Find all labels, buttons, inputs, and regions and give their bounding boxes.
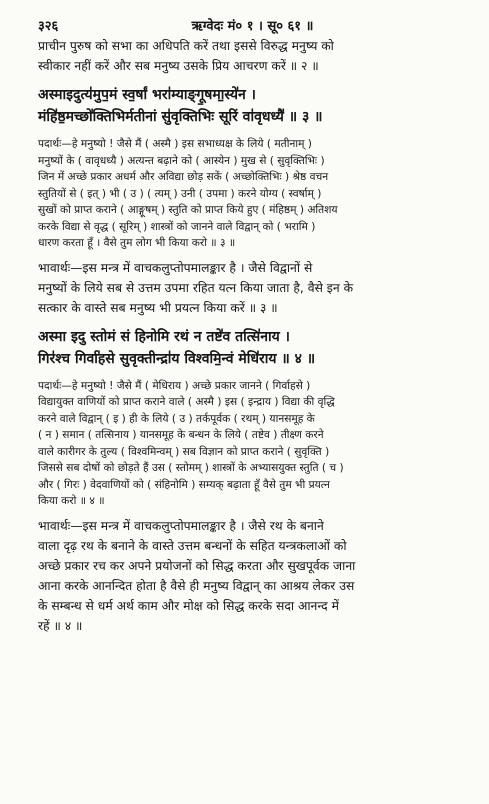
text-line: अच्छे प्रकार रच कर अपने प्रयोजनों को सिद्ध करता और सुखपूर्वक जाना bbox=[38, 558, 356, 573]
mantra-line: अस्मा इदु स्तोमं सं हिनोमि रथं न तष्टे॑व तत्सि॑नाय । bbox=[38, 328, 290, 345]
text-line: वाला दृढ़ रथ के बनाने के वास्ते उत्तम बन्धनों के सहित यन्त्रकलाओं को bbox=[38, 538, 347, 553]
mantra-line: अस्माइदुत्य॑मुप॒मं स्व॒र्षां भरा॑म्याङ्गू॒षमा॒स्ये॑न । bbox=[38, 87, 256, 103]
text-line: पदार्थः—हे मनुष्यो ! जैसे मैं ( अस्मै ) इस सभाध्यक्ष के लिये ( मतीनाम् ) bbox=[38, 138, 312, 150]
text-line: और ( गिरः ) वेदवाणियों को ( संहिनोमि ) सम्यक् बढ़ाता हूँ वैसे तुम भी प्रयत्न bbox=[38, 478, 330, 491]
text-line: भावार्थः—इस मन्त्र में वाचकलुप्तोपमालङ्कार है । जैसे विद्वानों से bbox=[38, 260, 313, 275]
text-line: ( न ) समान ( तत्सिनाय ) यानसमूह के बन्धन के लिये ( तष्टेव ) तीक्ष्ण करने bbox=[38, 429, 324, 441]
text-line: जिन में अच्छे प्रकार अधर्म और अविद्या छोड़ सकें ( अच्छोक्तिभिः ) श्रेष्ठ वचन bbox=[38, 171, 329, 183]
text-line: सुखों को प्राप्त कराने ( आङ्गूषम् ) स्तुति को प्राप्त किये हुए ( मंहिष्ठम् ) अतिशय bbox=[38, 204, 338, 216]
page-number: ३२६ bbox=[38, 19, 59, 34]
text-line: स्तुतियों से ( इत् ) भी ( उ ) ( त्यम् ) उनी ( उपमा ) करने योग्य ( स्वर्षाम् ) bbox=[38, 187, 322, 200]
continuation-paragraph bbox=[38, 36, 467, 76]
mantra-4 bbox=[38, 326, 467, 370]
mantra-line: गिर॑श्च गिर्वा॑हसे सुवृक्तीन्द्रा॑य विश्वमि॒न्वं मेधि॑राय ॥ ४ ॥ bbox=[38, 350, 316, 367]
text-line: विद्यायुक्त वाणियों को प्राप्त कराने वाले ( अस्मै ) इस ( इन्द्राय ) विद्या की वृद्धि bbox=[38, 396, 335, 408]
text-line: किया करो ॥ ४ ॥ bbox=[38, 495, 105, 507]
bhavartha-3 bbox=[38, 258, 467, 318]
text-line: जिससे सब दोषों को छोड़ते हैं उस ( स्तोमम् ) शास्त्रों के अभ्यासयुक्त स्तुति ( च ) bbox=[38, 462, 344, 474]
text-line: सत्कार के वास्ते सब मनुष्य भी प्रयत्न किया करें ॥ ३ ॥ bbox=[38, 300, 278, 315]
text-line: आना करके आनन्दित होता है वैसे ही मनुष्य विद्वान् का आश्रय लेकर उस bbox=[38, 578, 355, 593]
text-line: भावार्थः—इस मन्त्र में वाचकलुप्तोपमालङ्कार है । जैसे रथ के बनाने bbox=[38, 518, 324, 533]
text-line: पदार्थः—हे मनुष्यो ! जैसे मैं ( मेधिराय ) अच्छे प्रकार जानने ( गिर्वाहसे ) bbox=[38, 379, 311, 392]
text-line: के सम्बन्ध से धर्म अर्थ काम और मोक्ष को सिद्ध करके सदा आनन्द में bbox=[38, 598, 339, 613]
mantra-3 bbox=[38, 84, 467, 128]
padartha-4 bbox=[38, 378, 467, 510]
text-line: करने वाले विद्वान् ( इ ) ही के लिये ( उ ) तर्कपूर्वक ( रथम् ) यानसमूह के bbox=[38, 412, 315, 425]
text-line: धारण करता हूँ । वैसे तुम लोग भी किया करो ॥ ३ ॥ bbox=[38, 237, 236, 249]
text-line: प्राचीन पुरुष को सभा का अधिपति करें तथा इससे विरुद्ध मनुष्य को bbox=[38, 39, 334, 53]
running-title: ऋग्वेदः मं० १ । सू० ६१ ॥ bbox=[191, 19, 314, 34]
text-line: मनुष्यों के ( वावृधध्यै ) अत्यन्त बढ़ाने को ( आस्येन ) मुख से ( सुवृक्तिभिः ) bbox=[38, 154, 325, 167]
text-line: रहें ॥ ४ ॥ bbox=[38, 618, 83, 633]
bhavartha-4 bbox=[38, 516, 467, 636]
page-header bbox=[38, 14, 467, 36]
text-line: स्वीकार नहीं करें और सब मनुष्य उसके प्रिय आचरण करें ॥ २ ॥ bbox=[38, 59, 319, 73]
mantra-line: मंहि॑ष्ठ॒मच्छो॑क्तिभिर्मतीनां सु॑वृक्तिभिः सूरिं वा॑वृधध्यै॑ ॥ ३ ॥ bbox=[38, 109, 323, 125]
text-line: करके विद्या से वृद्ध ( सूरिम् ) शास्त्रों को जानने वाले विद्वान् को ( भरामि ) bbox=[38, 220, 316, 233]
text-line: मनुष्यों के लिये सब से उत्तम उपमा रहित यत्न किया जाता है, वैसे इन के bbox=[38, 280, 354, 295]
padartha-3 bbox=[38, 136, 467, 252]
text-line: वाले कारीगर के तुल्य ( विश्वमिन्वम् ) सब विज्ञान को प्राप्त कराने ( सुवृक्ति ) bbox=[38, 445, 330, 458]
